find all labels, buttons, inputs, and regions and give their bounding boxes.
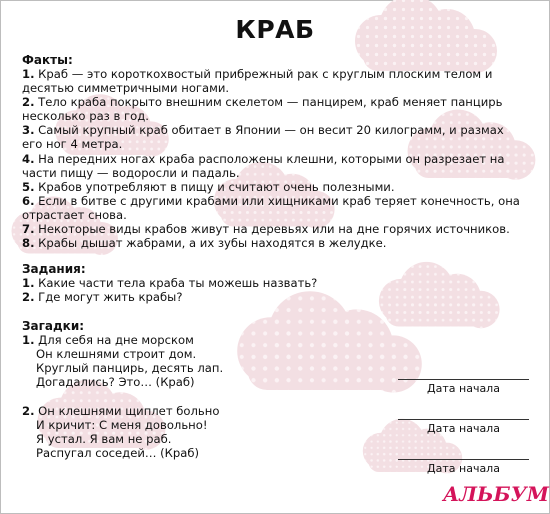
fact-text: Краб — это короткохвостый прибрежный рак с круглым плоским телом и десятью симметричными ногами. [22, 67, 493, 96]
fact-text: Если в битве с другими крабами или хищниками краб теряет конечность, она отрастает снова. [22, 193, 520, 222]
fact-number: 7. [22, 222, 35, 237]
riddle-1 [22, 333, 382, 389]
task-text: Где могут жить крабы? [34, 290, 183, 305]
task-text: Какие части тела краба ты можешь назвать? [34, 276, 318, 290]
fact-number: 8. [22, 236, 35, 251]
riddle-text: Он клешнями щиплет больно [38, 404, 220, 418]
fact-number: 5. [22, 179, 35, 194]
fact-item [22, 152, 527, 180]
riddles-heading: Загадки: [22, 319, 85, 333]
riddle-line: Догадались? Это… (Краб) [36, 375, 195, 390]
riddle-number: 1. [22, 333, 35, 347]
riddle-line: Я устал. Я вам не раб. [36, 432, 172, 447]
date-label: Дата начала [427, 422, 500, 435]
date-input-line[interactable] [398, 419, 529, 420]
fact-number: 4. [22, 151, 35, 166]
tasks-list [22, 276, 522, 304]
fact-text: Крабов употребляют в пищу и считают очень полезными. [34, 179, 395, 194]
fact-item [22, 236, 527, 250]
date-label: Дата начала [427, 462, 500, 475]
riddle-line [22, 333, 382, 347]
fact-item [22, 194, 527, 222]
riddle-line: Он клешнями строит дом. [36, 347, 197, 362]
task-number: 2. [22, 290, 35, 305]
task-number: 1. [22, 276, 35, 290]
task-item [22, 276, 522, 290]
fact-text: Тело краба покрыто внешним скелетом — панцирем, краб меняет панцирь несколько раз в год. [22, 95, 503, 124]
albom-logo [441, 479, 549, 507]
fact-text: Самый крупный краб обитает в Японии — он весит 20 килограмм, и размах его ног 4 метра. [22, 123, 504, 152]
date-label: Дата начала [427, 382, 500, 395]
riddle-line: Круглый панцирь, десять лап. [36, 361, 224, 376]
riddle-2 [22, 404, 382, 460]
facts-list [22, 67, 527, 250]
tasks-heading: Задания: [22, 262, 86, 276]
riddle-number: 2. [22, 404, 35, 418]
fact-number: 1. [22, 67, 35, 81]
fact-text: Крабы дышат жабрами, а их зубы находятся в желудке. [34, 236, 387, 251]
fact-item [22, 123, 527, 151]
task-item [22, 290, 522, 304]
date-input-line[interactable] [398, 459, 529, 460]
fact-item [22, 67, 527, 95]
riddle-line [22, 404, 382, 418]
logo-text: АЛЬБУМ [443, 482, 549, 506]
facts-heading: Факты: [22, 53, 73, 67]
fact-number: 2. [22, 95, 35, 110]
date-input-line[interactable] [398, 379, 529, 380]
fact-text: На передних ногах краба расположены клешни, которыми он разрезает на части пищу — водоросли и падаль. [22, 151, 505, 180]
fact-item [22, 180, 527, 194]
page-title: КРАБ [235, 15, 315, 44]
riddle-line: И кричит: С меня довольно! [36, 418, 208, 433]
fact-number: 6. [22, 193, 35, 208]
fact-item [22, 222, 527, 236]
fact-number: 3. [22, 123, 35, 138]
riddle-text: Для себя на дне морском [38, 333, 194, 347]
fact-item [22, 95, 527, 123]
fact-text: Некоторые виды крабов живут на деревьях или на дне горячих источников. [34, 222, 510, 237]
riddle-line: Распугал соседей… (Краб) [36, 446, 200, 461]
